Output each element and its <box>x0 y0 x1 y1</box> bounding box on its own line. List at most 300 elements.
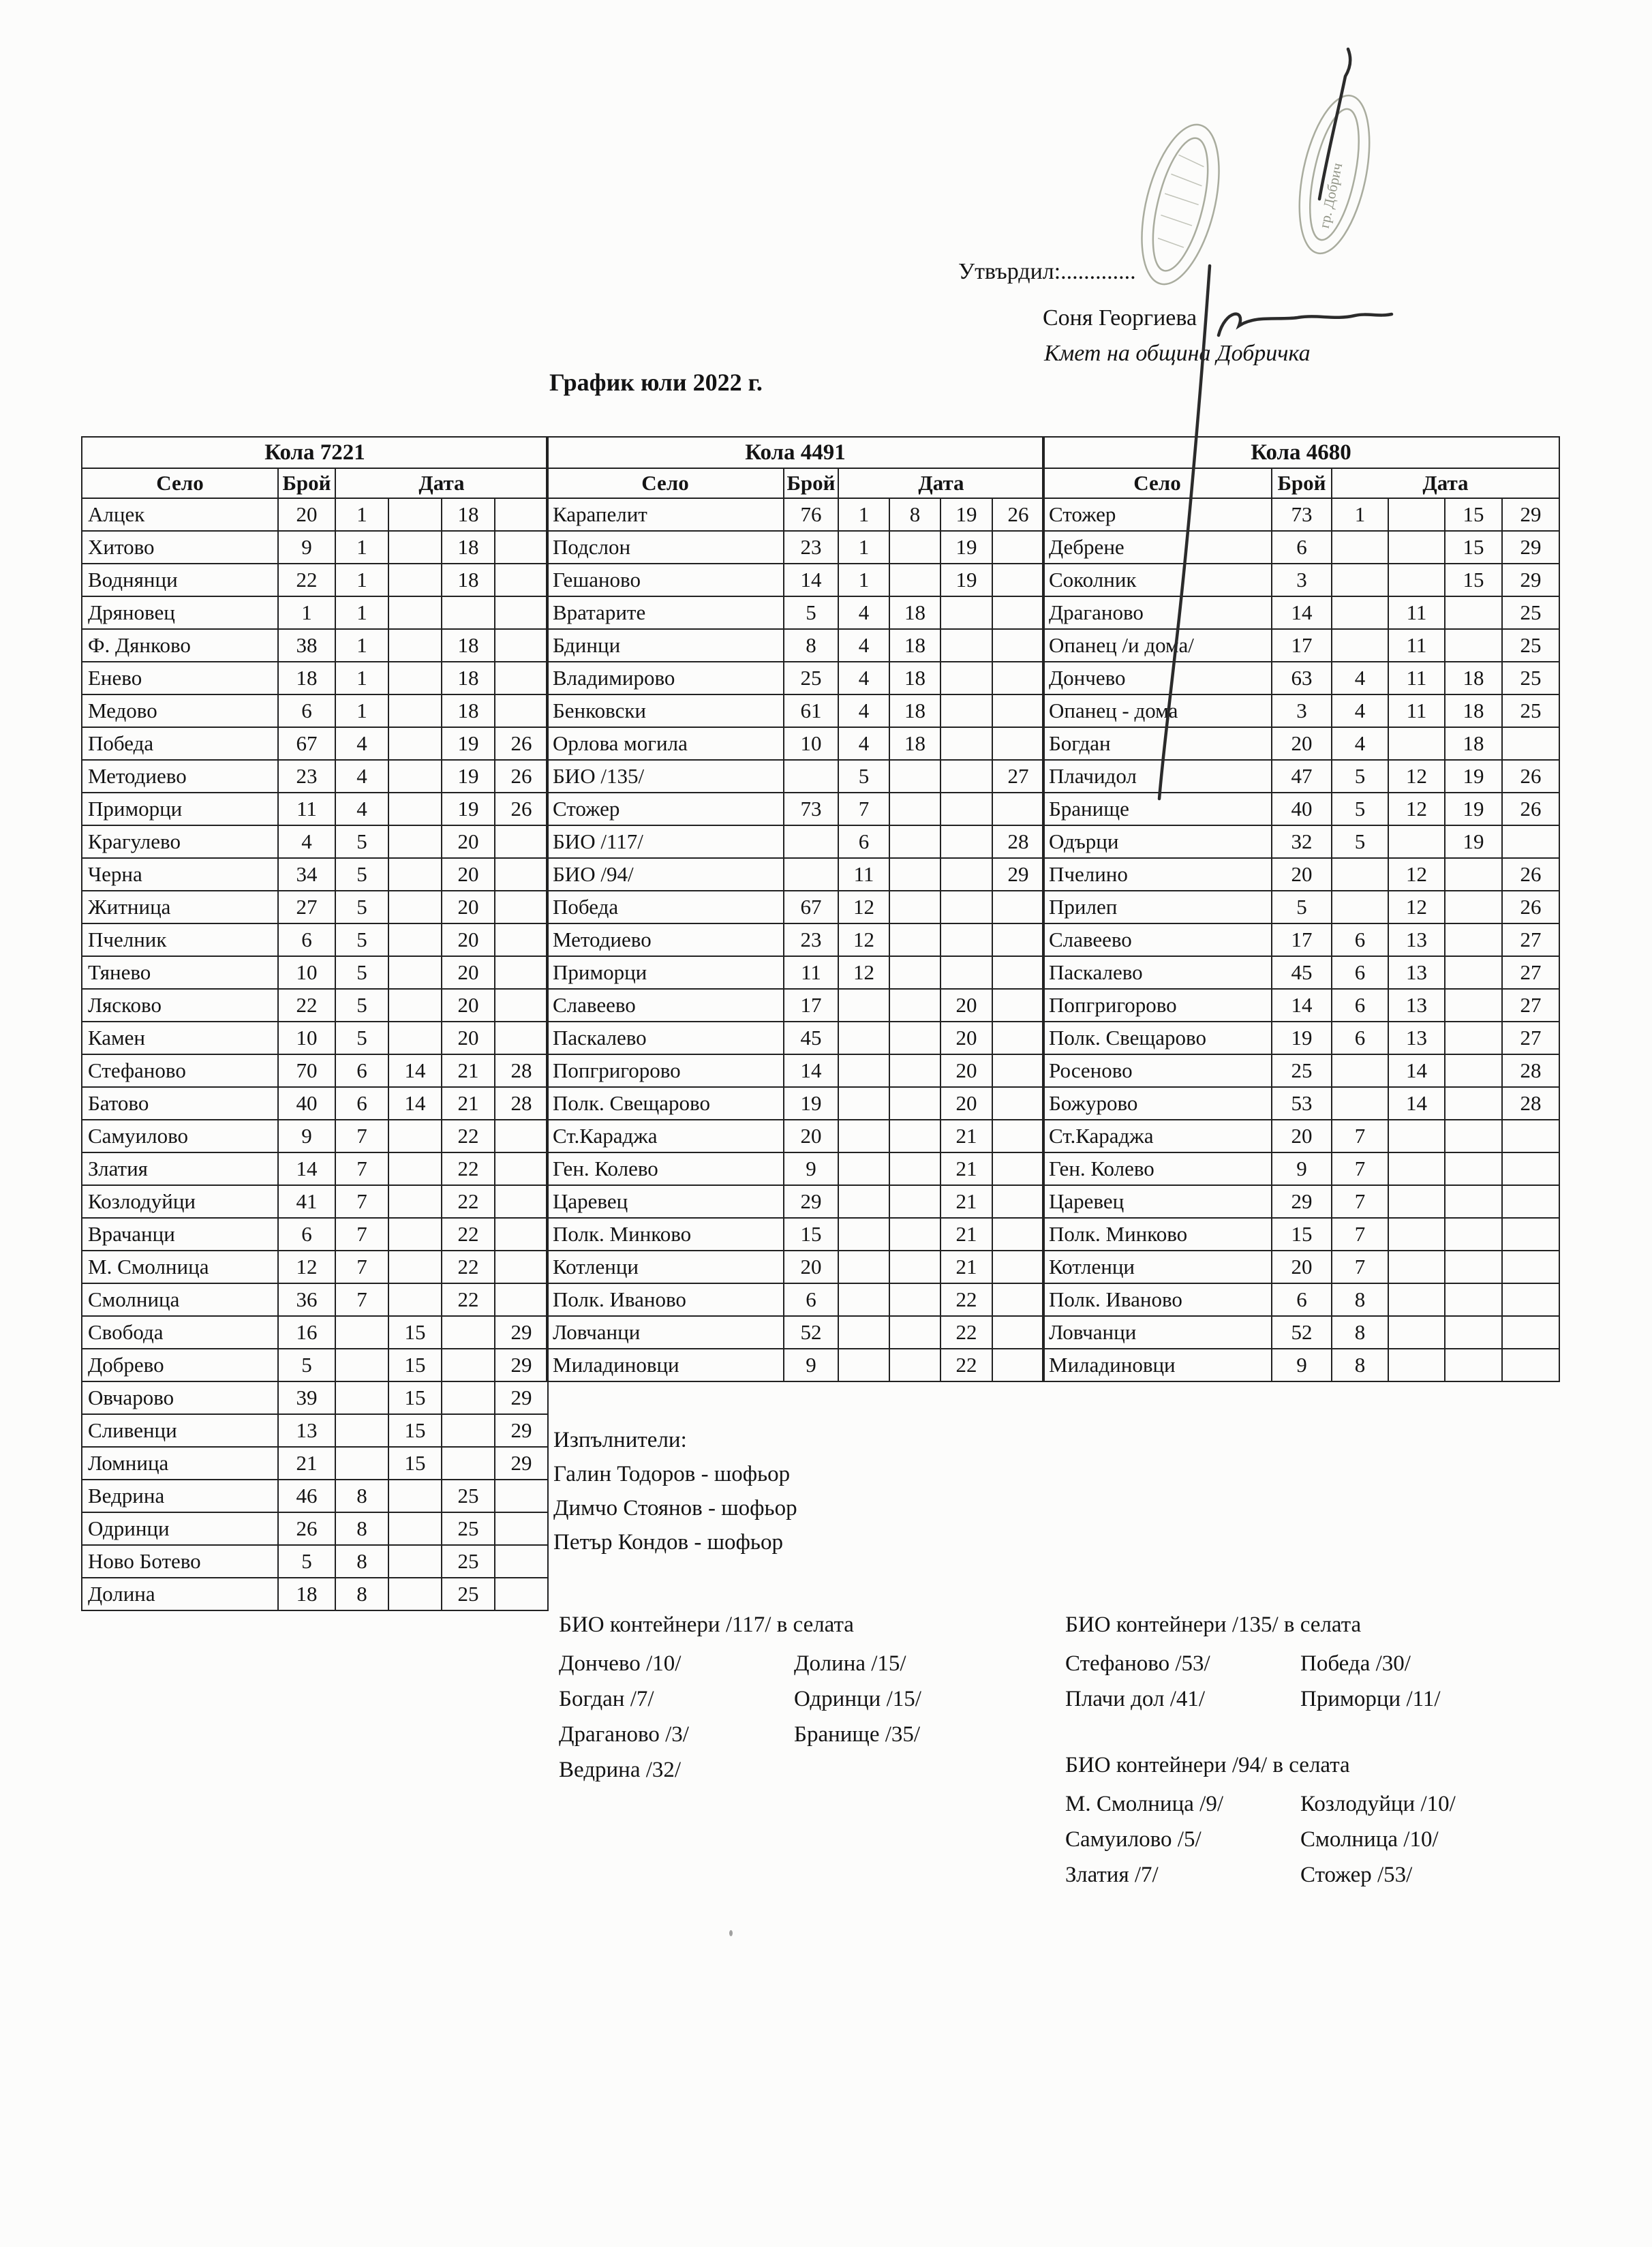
table-row <box>82 1381 548 1414</box>
count-cell: 14 <box>1272 989 1332 1022</box>
approved-label: Утвърдил:............. <box>958 259 1136 284</box>
table-row <box>82 662 548 694</box>
village-cell: Попгригорово <box>1043 989 1272 1022</box>
count-cell: 19 <box>784 1087 838 1120</box>
date-cell <box>838 1120 889 1152</box>
date-cell <box>838 1022 889 1054</box>
list-item: Бранище /35/ <box>794 1722 921 1747</box>
date-cell <box>889 1087 940 1120</box>
count-cell: 10 <box>278 956 335 989</box>
date-cell: 8 <box>1332 1283 1388 1316</box>
date-cell <box>1445 1185 1502 1218</box>
village-cell: Стефаново <box>82 1054 278 1087</box>
date-cell: 1 <box>1332 498 1388 531</box>
date-cell <box>442 1447 495 1480</box>
date-cell <box>388 1120 442 1152</box>
count-cell: 53 <box>1272 1087 1332 1120</box>
date-cell: 4 <box>1332 662 1388 694</box>
table-row <box>82 956 548 989</box>
date-cell: 5 <box>1332 760 1388 793</box>
village-cell: Ловчанци <box>547 1316 784 1349</box>
date-cell: 15 <box>1445 498 1502 531</box>
date-cell <box>1332 1087 1388 1120</box>
date-cell <box>1388 727 1445 760</box>
date-cell <box>838 1251 889 1283</box>
count-cell: 4 <box>278 825 335 858</box>
count-cell: 15 <box>784 1218 838 1251</box>
table-row <box>82 498 548 531</box>
date-cell <box>940 891 992 923</box>
count-cell: 73 <box>1272 498 1332 531</box>
date-cell: 4 <box>1332 727 1388 760</box>
date-cell: 4 <box>838 694 889 727</box>
date-cell: 4 <box>838 727 889 760</box>
count-cell: 14 <box>784 564 838 596</box>
table-row <box>82 694 548 727</box>
date-cell: 1 <box>838 531 889 564</box>
date-cell <box>992 629 1044 662</box>
count-cell: 46 <box>278 1480 335 1512</box>
date-cell <box>495 1152 548 1185</box>
table-row <box>547 1185 1044 1218</box>
date-cell: 27 <box>1502 989 1559 1022</box>
count-cell: 29 <box>784 1185 838 1218</box>
table-row <box>82 727 548 760</box>
table-row <box>1043 923 1559 956</box>
count-cell: 10 <box>784 727 838 760</box>
table-row <box>82 1251 548 1283</box>
village-cell: Добрево <box>82 1349 278 1381</box>
date-cell <box>388 498 442 531</box>
table-title: Кола 4680 <box>1043 437 1559 468</box>
table-row <box>1043 956 1559 989</box>
date-cell: 1 <box>335 596 388 629</box>
table-row <box>547 891 1044 923</box>
village-cell: Стожер <box>1043 498 1272 531</box>
village-cell: Овчарово <box>82 1381 278 1414</box>
column-header-count: Брой <box>278 468 335 498</box>
count-cell: 45 <box>784 1022 838 1054</box>
count-cell: 6 <box>1272 531 1332 564</box>
village-cell: Черна <box>82 858 278 891</box>
table-row <box>547 989 1044 1022</box>
date-cell <box>992 1218 1044 1251</box>
village-cell: Прилеп <box>1043 891 1272 923</box>
date-cell <box>992 956 1044 989</box>
table-row <box>547 1120 1044 1152</box>
signature-stroke <box>1319 49 1350 199</box>
date-cell: 25 <box>1502 662 1559 694</box>
count-cell: 67 <box>278 727 335 760</box>
table-row <box>547 956 1044 989</box>
date-cell <box>1502 727 1559 760</box>
village-cell: Котленци <box>547 1251 784 1283</box>
date-cell: 7 <box>838 793 889 825</box>
date-cell <box>838 1152 889 1185</box>
village-cell: Полк. Иваново <box>547 1283 784 1316</box>
village-cell: Полк. Свещарово <box>1043 1022 1272 1054</box>
village-cell: Одринци <box>82 1512 278 1545</box>
table-row <box>82 596 548 629</box>
count-cell: 39 <box>278 1381 335 1414</box>
count-cell: 9 <box>784 1349 838 1381</box>
date-cell: 15 <box>388 1316 442 1349</box>
date-cell: 27 <box>992 760 1044 793</box>
table-row <box>1043 1120 1559 1152</box>
executors-list <box>553 1457 797 1559</box>
table-row <box>1043 727 1559 760</box>
date-cell: 5 <box>335 923 388 956</box>
date-cell <box>838 1283 889 1316</box>
date-cell <box>992 662 1044 694</box>
date-cell: 22 <box>442 1283 495 1316</box>
date-cell: 7 <box>1332 1251 1388 1283</box>
village-cell: Росеново <box>1043 1054 1272 1087</box>
bio-section-135 <box>1065 1612 1535 1717</box>
date-cell: 4 <box>1332 694 1388 727</box>
count-cell: 52 <box>784 1316 838 1349</box>
column-header-date: Дата <box>1332 468 1559 498</box>
schedule-table-kola-4680 <box>1042 436 1560 1382</box>
date-cell <box>1388 1316 1445 1349</box>
table-row <box>82 1545 548 1578</box>
village-cell: Батово <box>82 1087 278 1120</box>
date-cell <box>1332 858 1388 891</box>
date-cell: 6 <box>335 1087 388 1120</box>
date-cell: 1 <box>335 531 388 564</box>
count-cell: 6 <box>278 694 335 727</box>
date-cell: 11 <box>838 858 889 891</box>
bio-left-column <box>1065 1786 1300 1893</box>
table-row <box>82 1087 548 1120</box>
table-row <box>1043 531 1559 564</box>
executors-block <box>553 1423 797 1559</box>
date-cell: 7 <box>335 1152 388 1185</box>
date-cell <box>388 793 442 825</box>
count-cell: 23 <box>784 923 838 956</box>
date-cell <box>1445 956 1502 989</box>
date-cell <box>889 1152 940 1185</box>
date-cell <box>889 825 940 858</box>
date-cell <box>388 1218 442 1251</box>
date-cell <box>1388 498 1445 531</box>
date-cell <box>1388 1185 1445 1218</box>
date-cell <box>442 1414 495 1447</box>
date-cell: 28 <box>1502 1054 1559 1087</box>
date-cell <box>889 760 940 793</box>
date-cell <box>889 564 940 596</box>
date-cell <box>388 662 442 694</box>
count-cell: 41 <box>278 1185 335 1218</box>
table-row <box>82 1512 548 1545</box>
date-cell: 29 <box>495 1414 548 1447</box>
table-title: Кола 4491 <box>547 437 1044 468</box>
date-cell: 12 <box>1388 793 1445 825</box>
date-cell <box>992 891 1044 923</box>
date-cell: 18 <box>1445 662 1502 694</box>
village-cell: Ген. Колево <box>1043 1152 1272 1185</box>
date-cell <box>495 1218 548 1251</box>
village-cell: Попгригорово <box>547 1054 784 1087</box>
date-cell: 19 <box>940 531 992 564</box>
date-cell <box>889 1054 940 1087</box>
date-cell <box>495 1578 548 1610</box>
village-cell: Крагулево <box>82 825 278 858</box>
village-cell: Дончево <box>1043 662 1272 694</box>
village-cell: Миладиновци <box>1043 1349 1272 1381</box>
date-cell <box>495 694 548 727</box>
village-cell: Победа <box>82 727 278 760</box>
date-cell <box>889 1120 940 1152</box>
village-cell: Ф. Дянково <box>82 629 278 662</box>
table-row <box>547 662 1044 694</box>
date-cell: 1 <box>838 564 889 596</box>
date-cell: 19 <box>1445 793 1502 825</box>
date-cell <box>940 793 992 825</box>
table-row <box>547 923 1044 956</box>
date-cell <box>388 1251 442 1283</box>
count-cell: 15 <box>1272 1218 1332 1251</box>
table-row <box>547 1054 1044 1087</box>
date-cell: 21 <box>442 1087 495 1120</box>
count-cell: 9 <box>784 1152 838 1185</box>
table-row <box>82 858 548 891</box>
date-cell <box>1388 564 1445 596</box>
scan-speck <box>729 1930 733 1936</box>
village-cell: Самуилово <box>82 1120 278 1152</box>
date-cell: 15 <box>388 1447 442 1480</box>
village-cell: Соколник <box>1043 564 1272 596</box>
count-cell: 40 <box>1272 793 1332 825</box>
date-cell <box>889 531 940 564</box>
table-row <box>1043 629 1559 662</box>
table-title: Кола 7221 <box>82 437 548 468</box>
table-row <box>82 1120 548 1152</box>
list-item: Стефаново /53/ <box>1065 1651 1210 1676</box>
date-cell <box>388 1185 442 1218</box>
count-cell: 5 <box>1272 891 1332 923</box>
date-cell <box>1332 531 1388 564</box>
date-cell: 22 <box>442 1120 495 1152</box>
date-cell: 28 <box>495 1087 548 1120</box>
date-cell: 29 <box>495 1381 548 1414</box>
table-row <box>1043 989 1559 1022</box>
date-cell <box>838 1349 889 1381</box>
date-cell <box>1388 531 1445 564</box>
date-cell: 20 <box>940 1022 992 1054</box>
date-cell: 5 <box>335 989 388 1022</box>
date-cell <box>889 1022 940 1054</box>
date-cell: 8 <box>335 1480 388 1512</box>
date-cell <box>1445 1087 1502 1120</box>
count-cell: 20 <box>784 1251 838 1283</box>
date-cell <box>1332 629 1388 662</box>
village-cell: Славеево <box>547 989 784 1022</box>
list-item: Петър Кондов - шофьор <box>553 1530 783 1555</box>
village-cell: Царевец <box>1043 1185 1272 1218</box>
table-row <box>547 1087 1044 1120</box>
date-cell: 4 <box>838 596 889 629</box>
date-cell: 20 <box>442 989 495 1022</box>
date-cell <box>992 1054 1044 1087</box>
date-cell <box>388 694 442 727</box>
date-cell <box>495 531 548 564</box>
date-cell <box>1445 1152 1502 1185</box>
count-cell: 63 <box>1272 662 1332 694</box>
list-item: Богдан /7/ <box>559 1687 654 1711</box>
count-cell: 40 <box>278 1087 335 1120</box>
date-cell: 4 <box>335 793 388 825</box>
date-cell: 18 <box>442 694 495 727</box>
date-cell <box>992 596 1044 629</box>
date-cell <box>838 1316 889 1349</box>
date-cell <box>940 629 992 662</box>
date-cell: 5 <box>1332 825 1388 858</box>
date-cell: 29 <box>495 1447 548 1480</box>
table-row <box>547 727 1044 760</box>
date-cell <box>388 564 442 596</box>
date-cell <box>388 1512 442 1545</box>
date-cell <box>442 1349 495 1381</box>
village-cell: Вратарите <box>547 596 784 629</box>
count-cell: 3 <box>1272 694 1332 727</box>
date-cell: 26 <box>1502 891 1559 923</box>
date-cell <box>889 956 940 989</box>
table-row <box>547 629 1044 662</box>
date-cell <box>335 1316 388 1349</box>
date-cell: 4 <box>335 760 388 793</box>
village-cell: Миладиновци <box>547 1349 784 1381</box>
bio-right-column <box>1300 1786 1535 1893</box>
date-cell: 18 <box>889 629 940 662</box>
signer-role: Кмет на община Добричка <box>1044 341 1311 366</box>
date-cell: 21 <box>940 1152 992 1185</box>
count-cell: 9 <box>278 531 335 564</box>
date-cell: 13 <box>1388 956 1445 989</box>
date-cell <box>495 596 548 629</box>
date-cell: 19 <box>442 793 495 825</box>
date-cell <box>889 1251 940 1283</box>
list-item: Стожер /53/ <box>1300 1863 1413 1887</box>
count-cell: 17 <box>1272 923 1332 956</box>
date-cell: 29 <box>1502 531 1559 564</box>
date-cell <box>1502 1218 1559 1251</box>
date-cell <box>388 956 442 989</box>
count-cell: 22 <box>278 989 335 1022</box>
date-cell: 12 <box>1388 891 1445 923</box>
table-row <box>547 1218 1044 1251</box>
count-cell: 19 <box>1272 1022 1332 1054</box>
count-cell: 14 <box>784 1054 838 1087</box>
table-row <box>547 1283 1044 1316</box>
date-cell <box>1502 1152 1559 1185</box>
village-cell: БИО /135/ <box>547 760 784 793</box>
village-cell: Одърци <box>1043 825 1272 858</box>
table-row <box>1043 1185 1559 1218</box>
village-cell: БИО /94/ <box>547 858 784 891</box>
date-cell: 20 <box>940 1054 992 1087</box>
date-cell: 11 <box>1388 629 1445 662</box>
date-cell: 22 <box>442 1185 495 1218</box>
date-cell <box>1445 1349 1502 1381</box>
village-cell: Богдан <box>1043 727 1272 760</box>
village-cell: Паскалево <box>547 1022 784 1054</box>
date-cell <box>992 923 1044 956</box>
date-cell <box>838 1054 889 1087</box>
count-cell: 18 <box>278 662 335 694</box>
date-cell: 6 <box>1332 989 1388 1022</box>
count-cell <box>784 858 838 891</box>
village-cell: Котленци <box>1043 1251 1272 1283</box>
date-cell <box>335 1381 388 1414</box>
village-cell: Тянево <box>82 956 278 989</box>
date-cell <box>495 1185 548 1218</box>
count-cell: 9 <box>1272 1152 1332 1185</box>
count-cell: 6 <box>278 1218 335 1251</box>
table-row <box>1043 498 1559 531</box>
count-cell: 5 <box>278 1545 335 1578</box>
date-cell: 18 <box>442 531 495 564</box>
date-cell: 29 <box>992 858 1044 891</box>
count-cell: 25 <box>1272 1054 1332 1087</box>
village-cell: Драганово <box>1043 596 1272 629</box>
table-row <box>82 989 548 1022</box>
count-cell: 20 <box>1272 858 1332 891</box>
village-cell: Врачанци <box>82 1218 278 1251</box>
date-cell: 7 <box>335 1185 388 1218</box>
count-cell: 73 <box>784 793 838 825</box>
table-row <box>547 531 1044 564</box>
bio-right-column <box>1300 1646 1535 1717</box>
date-cell <box>388 531 442 564</box>
schedule-table-kola-4491 <box>546 436 1045 1382</box>
table-row <box>1043 1251 1559 1283</box>
date-cell <box>889 1349 940 1381</box>
count-cell: 6 <box>278 923 335 956</box>
date-cell <box>1388 1251 1445 1283</box>
date-cell <box>1388 825 1445 858</box>
table-row <box>547 1251 1044 1283</box>
date-cell <box>495 1251 548 1283</box>
list-item: Димчо Стоянов - шофьор <box>553 1496 797 1520</box>
date-cell: 8 <box>1332 1316 1388 1349</box>
village-cell: Орлова могила <box>547 727 784 760</box>
date-cell <box>495 1480 548 1512</box>
date-cell <box>992 694 1044 727</box>
date-cell: 19 <box>940 498 992 531</box>
date-cell: 25 <box>442 1545 495 1578</box>
date-cell <box>1502 1120 1559 1152</box>
list-item: Галин Тодоров - шофьор <box>553 1462 791 1486</box>
date-cell <box>1502 1185 1559 1218</box>
date-cell: 25 <box>442 1480 495 1512</box>
document-title: График юли 2022 г. <box>549 369 763 396</box>
table-row <box>82 923 548 956</box>
date-cell: 19 <box>1445 825 1502 858</box>
date-cell: 21 <box>940 1218 992 1251</box>
table-row <box>82 531 548 564</box>
date-cell: 18 <box>889 694 940 727</box>
table-row <box>547 564 1044 596</box>
table-row <box>82 1152 548 1185</box>
table-row <box>82 1414 548 1447</box>
table-row <box>547 858 1044 891</box>
village-cell: Паскалево <box>1043 956 1272 989</box>
date-cell: 15 <box>388 1349 442 1381</box>
count-cell: 11 <box>784 956 838 989</box>
date-cell <box>495 564 548 596</box>
date-cell: 5 <box>335 858 388 891</box>
